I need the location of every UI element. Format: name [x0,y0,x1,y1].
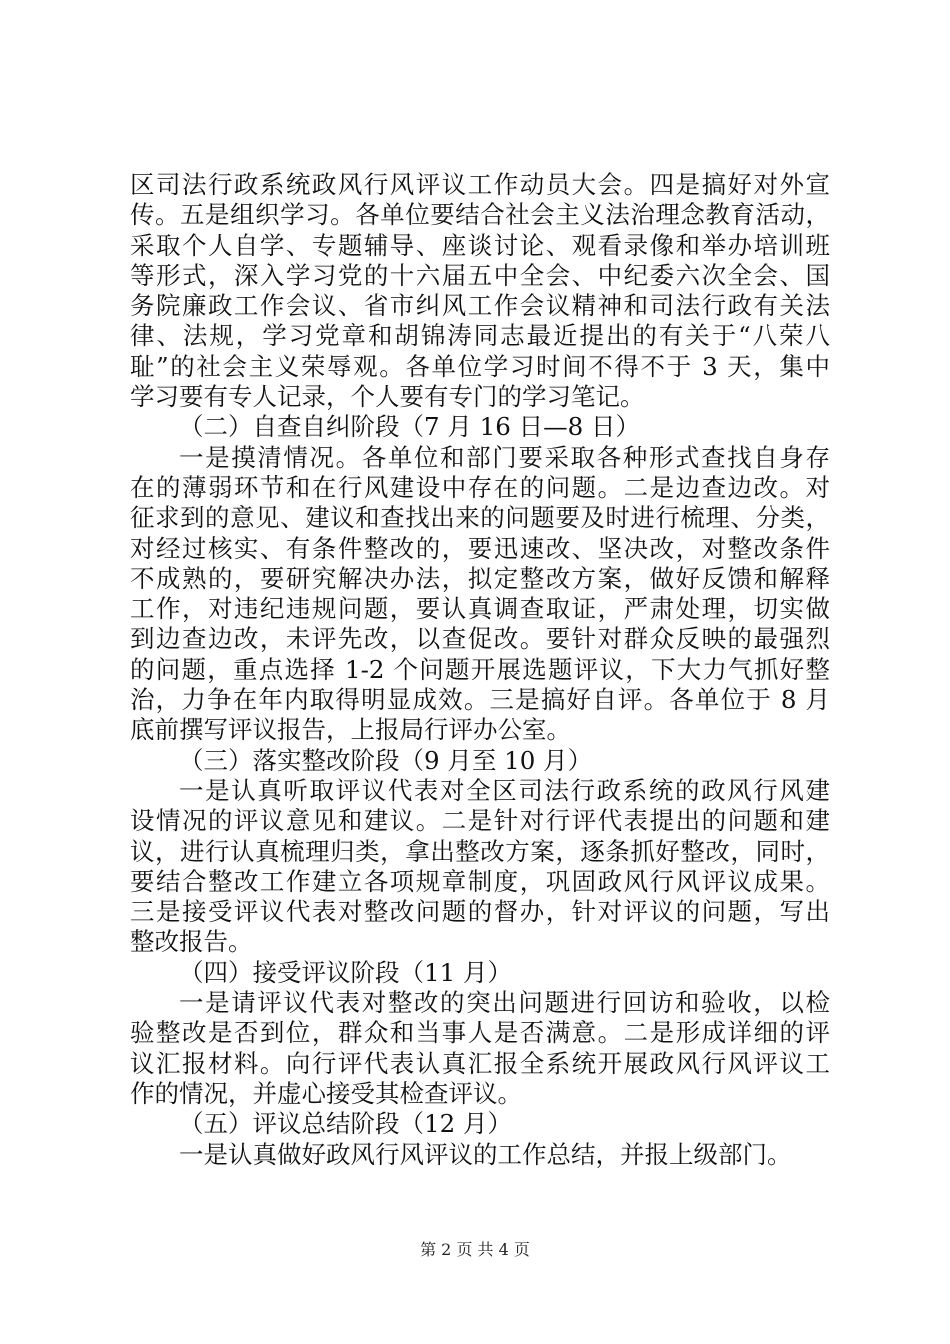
text-line: 征求到的意见、建议和查找出来的问题要及时进行梳理、分类， [130,503,830,533]
text-line: 工作，对违纪违规问题，要认真调查取证，严肃处理，切实做 [130,594,830,624]
text-line: 等形式，深入学习党的十六届五中全会、中纪委六次全会、国 [130,260,830,290]
text-line: 一是认真做好政风行风评议的工作总结，并报上级部门。 [179,1139,792,1169]
text-line: 到边查边改，未评先改，以查促改。要针对群众反映的最强烈 [130,624,830,654]
text-line: 对经过核实、有条件整改的，要迅速改、坚决改，对整改条件 [130,533,830,563]
text-line: 整改报告。 [130,927,253,957]
section-heading: （四）接受评议阶段（11 月） [179,957,512,987]
text-line: 底前撰写评议报告，上报局行评办公室。 [130,715,571,745]
text-line: 在的薄弱环节和在行风建设中存在的问题。二是边查边改。对 [130,472,830,502]
text-line: 耻”的社会主义荣辱观。各单位学习时间不得不于 3 天，集中 [130,351,830,381]
document-body [130,170,830,1170]
text-line: 律、法规，学习党章和胡锦涛同志最近提出的有关于“八荣八 [130,321,830,351]
page-number-footer: 第 2 页 共 4 页 [420,1240,530,1259]
text-line: 要结合整改工作建立各项规章制度，巩固政风行风评议成果。 [130,866,830,896]
text-line: 采取个人自学、专题辅导、座谈讨论、观看录像和举办培训班 [130,230,830,260]
text-line: 作的情况，并虚心接受其检查评议。 [130,1078,522,1108]
text-line: 议，进行认真梳理归类，拿出整改方案，逐条抓好整改，同时， [130,836,830,866]
text-line: 学习要有专人记录，个人要有专门的学习笔记。 [130,382,645,412]
text-line: 一是认真听取评议代表对全区司法行政系统的政风行风建 [179,775,830,805]
text-line: 务院廉政工作会议、省市纠风工作会议精神和司法行政有关法 [130,291,830,321]
text-line: 一是摸清情况。各单位和部门要采取各种形式查找自身存 [179,442,830,472]
text-line: 验整改是否到位，群众和当事人是否满意。二是形成详细的评 [130,1018,830,1048]
text-line: 治，力争在年内取得明显成效。三是搞好自评。各单位于 8 月 [130,685,830,715]
text-line: 不成熟的，要研究解决办法，拟定整改方案，做好反馈和解释 [130,563,830,593]
section-heading: （三）落实整改阶段（9 月至 10 月） [179,745,593,775]
text-line: 区司法行政系统政风行风评议工作动员大会。四是搞好对外宣 [130,170,830,199]
text-line: 三是接受评议代表对整改问题的督办，针对评议的问题，写出 [130,897,830,927]
text-line: 设情况的评议意见和建议。二是针对行评代表提出的问题和建 [130,806,830,836]
section-heading: （二）自查自纠阶段（7 月 16 日—8 日） [179,412,641,442]
text-line: 传。五是组织学习。各单位要结合社会主义法治理念教育活动， [130,200,830,230]
text-line: 一是请评议代表对整改的突出问题进行回访和验收，以检 [179,988,830,1018]
section-heading: （五）评议总结阶段（12 月） [179,1109,512,1139]
text-line: 的问题，重点选择 1-2 个问题开展选题评议，下大力气抓好整 [130,654,830,684]
text-line: 议汇报材料。向行评代表认真汇报全系统开展政风行风评议工 [130,1048,830,1078]
